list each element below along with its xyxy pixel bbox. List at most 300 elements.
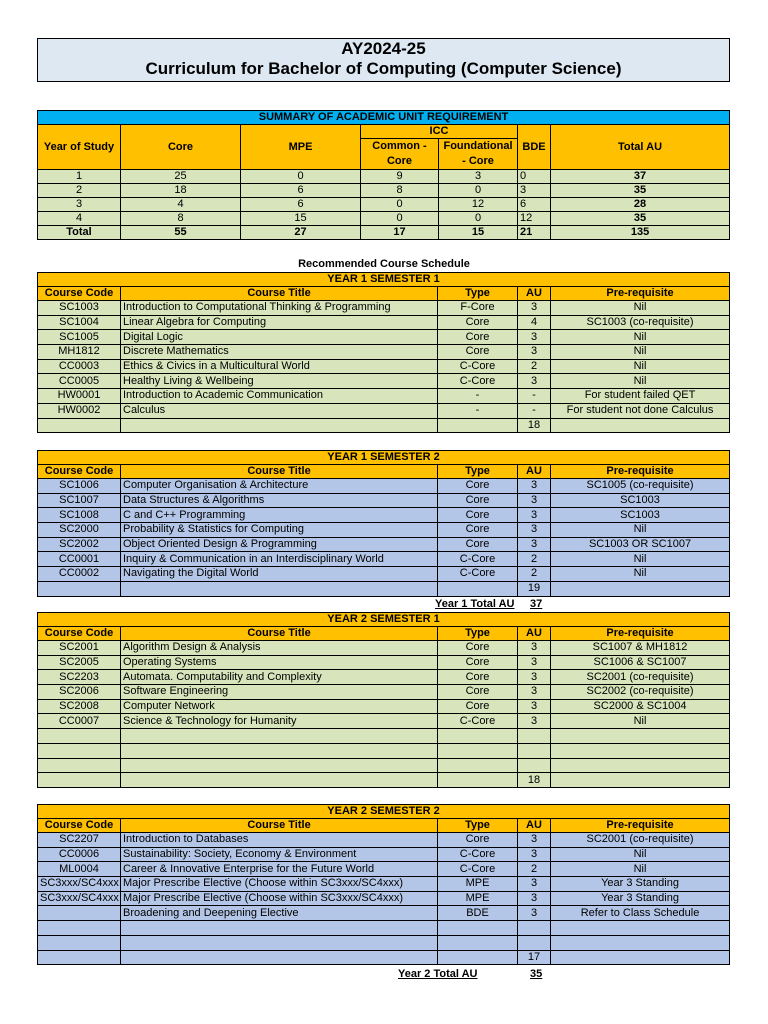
cell: Total [38,226,121,240]
course-table [37,272,730,433]
course-title [121,418,438,433]
cell: 3 [518,184,551,198]
column-header-prerequisite: Pre-requisite [551,627,730,641]
course-type [438,581,518,596]
summary-banner: SUMMARY OF ACADEMIC UNIT REQUIREMENT [38,111,730,125]
course-title: Data Structures & Algorithms [121,493,438,508]
course-row [38,714,730,729]
course-title: Computer Network [121,699,438,714]
course-row [38,523,730,538]
column-header-course-code: Course Code [38,287,121,301]
course-code: SC2005 [38,655,121,670]
course-code: CC0003 [38,359,121,374]
course-row [38,862,730,877]
year2-total-value: 35 [530,968,543,980]
course-code: SC2006 [38,685,121,700]
cell: 21 [518,226,551,240]
course-row [38,345,730,360]
course-row [38,581,730,596]
column-header-course-title: Course Title [121,465,438,479]
course-prerequisite: Nil [551,552,730,567]
course-prerequisite: Nil [551,330,730,345]
year2-total-label: Year 2 Total AU [398,968,478,980]
course-title: Operating Systems [121,655,438,670]
cell: 35 [551,212,730,226]
course-au: 3 [518,523,551,538]
course-code: SC2000 [38,523,121,538]
course-code [38,758,121,773]
semester-table-y1s2 [37,450,730,597]
course-title [121,773,438,788]
course-code: HW0001 [38,389,121,404]
course-title [121,729,438,744]
course-row [38,950,730,965]
course-code: SC2008 [38,699,121,714]
course-code: SC3xxx/SC4xxx [38,891,121,906]
course-title: Broadening and Deepening Elective [121,906,438,921]
course-au: - [518,389,551,404]
course-row [38,670,730,685]
course-au: 4 [518,315,551,330]
course-type [438,743,518,758]
course-prerequisite [551,729,730,744]
course-title: Probability & Statistics for Computing [121,523,438,538]
course-type [438,758,518,773]
cell: 3 [439,170,518,184]
course-code: SC1003 [38,301,121,316]
course-au: 3 [518,699,551,714]
course-title: Introduction to Computational Thinking & Programming [121,301,438,316]
summary-row [38,170,730,184]
course-title [121,581,438,596]
course-au: 3 [518,906,551,921]
course-au [518,729,551,744]
course-row [38,935,730,950]
course-prerequisite: SC2001 (co-requisite) [551,670,730,685]
course-row [38,906,730,921]
cell: 12 [518,212,551,226]
course-row [38,359,730,374]
course-prerequisite [551,418,730,433]
course-code: SC1005 [38,330,121,345]
course-type: F-Core [438,301,518,316]
course-prerequisite [551,758,730,773]
course-row [38,301,730,316]
course-prerequisite [551,773,730,788]
course-au: 2 [518,567,551,582]
cell: 25 [121,170,241,184]
course-table [37,612,730,788]
header-mpe: MPE [241,125,361,170]
course-au: 3 [518,330,551,345]
course-type: C-Core [438,567,518,582]
course-code: CC0002 [38,567,121,582]
course-type [438,935,518,950]
column-header-au: AU [518,819,551,833]
cell: 1 [38,170,121,184]
course-title: Algorithm Design & Analysis [121,641,438,656]
course-au: 3 [518,877,551,892]
cell: 2 [38,184,121,198]
cell: 4 [121,198,241,212]
course-title: Computer Organisation & Architecture [121,479,438,494]
header-foundational-core: Foundational - Core [439,139,518,170]
course-title [121,743,438,758]
course-title: Software Engineering [121,685,438,700]
cell: 0 [439,212,518,226]
cell: 9 [361,170,439,184]
summary-row [38,212,730,226]
course-type: - [438,389,518,404]
course-code: SC2207 [38,833,121,848]
page-title: Curriculum for Bachelor of Computing (Computer Science) [145,59,622,78]
course-prerequisite: SC1005 (co-requisite) [551,479,730,494]
course-prerequisite: SC1006 & SC1007 [551,655,730,670]
column-header-prerequisite: Pre-requisite [551,287,730,301]
course-au: 3 [518,833,551,848]
course-row [38,685,730,700]
course-code: MH1812 [38,345,121,360]
course-type: Core [438,641,518,656]
course-title: Calculus [121,403,438,418]
course-row [38,537,730,552]
course-prerequisite: SC2000 & SC1004 [551,699,730,714]
course-prerequisite: SC2001 (co-requisite) [551,833,730,848]
course-au: 3 [518,345,551,360]
course-au: 2 [518,862,551,877]
course-au: 3 [518,374,551,389]
course-title: Discrete Mathematics [121,345,438,360]
header-icc: ICC [361,125,518,139]
course-au: 2 [518,552,551,567]
cell: 4 [38,212,121,226]
course-code: ML0004 [38,862,121,877]
course-row [38,743,730,758]
course-row [38,567,730,582]
course-au: 3 [518,670,551,685]
course-code: HW0002 [38,403,121,418]
cell: 15 [241,212,361,226]
course-title: Introduction to Databases [121,833,438,848]
semester-banner: YEAR 1 SEMESTER 2 [38,451,730,465]
course-code [38,935,121,950]
course-title: Introduction to Academic Communication [121,389,438,404]
course-row [38,493,730,508]
course-code [38,743,121,758]
cell: 135 [551,226,730,240]
course-prerequisite: SC2002 (co-requisite) [551,685,730,700]
course-au: 3 [518,891,551,906]
column-header-course-title: Course Title [121,627,438,641]
header-common-core: Common - Core [361,139,439,170]
column-header-type: Type [438,465,518,479]
course-type: C-Core [438,862,518,877]
semester-banner: YEAR 1 SEMESTER 1 [38,273,730,287]
course-au: 18 [518,773,551,788]
course-code [38,773,121,788]
course-title [121,950,438,965]
cell: 8 [361,184,439,198]
course-au: - [518,403,551,418]
cell: 8 [121,212,241,226]
course-row [38,758,730,773]
course-prerequisite: Year 3 Standing [551,877,730,892]
course-title: Sustainability: Society, Economy & Environment [121,847,438,862]
column-header-course-title: Course Title [121,287,438,301]
course-au [518,921,551,936]
course-type: Core [438,685,518,700]
column-header-au: AU [518,287,551,301]
course-type: MPE [438,891,518,906]
course-code: SC1006 [38,479,121,494]
cell: 17 [361,226,439,240]
course-title [121,935,438,950]
course-code: SC2002 [38,537,121,552]
course-code: CC0006 [38,847,121,862]
course-prerequisite [551,950,730,965]
course-type: BDE [438,906,518,921]
cell: 6 [241,184,361,198]
cell: 0 [241,170,361,184]
course-row [38,330,730,345]
course-type [438,773,518,788]
course-row [38,479,730,494]
course-prerequisite: For student failed QET [551,389,730,404]
course-title: Digital Logic [121,330,438,345]
column-header-course-code: Course Code [38,627,121,641]
column-header-au: AU [518,627,551,641]
course-title: Linear Algebra for Computing [121,315,438,330]
course-row [38,699,730,714]
cell: 15 [439,226,518,240]
cell: 0 [518,170,551,184]
course-title: Healthy Living & Wellbeing [121,374,438,389]
course-code: SC1004 [38,315,121,330]
course-row [38,655,730,670]
course-type: Core [438,670,518,685]
course-prerequisite [551,921,730,936]
course-prerequisite: For student not done Calculus [551,403,730,418]
course-type: Core [438,508,518,523]
course-prerequisite: SC1007 & MH1812 [551,641,730,656]
cell: 27 [241,226,361,240]
year1-total-label: Year 1 Total AU [435,598,515,610]
header-total-au: Total AU [551,125,730,170]
course-row [38,418,730,433]
course-au: 3 [518,714,551,729]
course-code [38,581,121,596]
course-row [38,552,730,567]
course-au: 3 [518,655,551,670]
course-title: Object Oriented Design & Programming [121,537,438,552]
course-prerequisite: Nil [551,359,730,374]
course-type: C-Core [438,359,518,374]
course-prerequisite: Refer to Class Schedule [551,906,730,921]
course-prerequisite: Nil [551,345,730,360]
course-type: Core [438,345,518,360]
cell: 0 [439,184,518,198]
column-header-prerequisite: Pre-requisite [551,819,730,833]
course-au [518,743,551,758]
course-type: Core [438,537,518,552]
course-au: 3 [518,479,551,494]
course-type [438,729,518,744]
cell: 37 [551,170,730,184]
cell: 18 [121,184,241,198]
course-prerequisite: Nil [551,301,730,316]
course-type: Core [438,699,518,714]
column-header-type: Type [438,627,518,641]
course-type: Core [438,315,518,330]
course-prerequisite [551,581,730,596]
course-code [38,921,121,936]
course-title: Career & Innovative Enterprise for the Future World [121,862,438,877]
header-year-of-study: Year of Study [38,125,121,170]
course-row [38,877,730,892]
course-row [38,833,730,848]
course-prerequisite: SC1003 OR SC1007 [551,537,730,552]
course-code: SC2001 [38,641,121,656]
cell: 6 [241,198,361,212]
header-bde: BDE [518,125,551,170]
course-prerequisite: Nil [551,374,730,389]
course-type: Core [438,523,518,538]
course-title: Major Prescribe Elective (Choose within SC3xxx/SC4xxx) [121,891,438,906]
course-type: Core [438,330,518,345]
document-title-box [37,38,730,82]
course-title [121,921,438,936]
course-title: Navigating the Digital World [121,567,438,582]
course-row [38,847,730,862]
course-row [38,773,730,788]
course-row [38,389,730,404]
course-prerequisite: SC1003 [551,493,730,508]
course-title: Science & Technology for Humanity [121,714,438,729]
column-header-course-code: Course Code [38,465,121,479]
course-type [438,950,518,965]
course-row [38,729,730,744]
course-au [518,935,551,950]
course-code [38,729,121,744]
course-type: - [438,403,518,418]
summary-row [38,184,730,198]
course-prerequisite: Year 3 Standing [551,891,730,906]
course-prerequisite: Nil [551,567,730,582]
course-type: Core [438,493,518,508]
course-code [38,418,121,433]
course-code: SC1008 [38,508,121,523]
summary-table [37,110,730,240]
course-prerequisite: SC1003 (co-requisite) [551,315,730,330]
course-type [438,418,518,433]
cell: 12 [439,198,518,212]
course-row [38,891,730,906]
course-au: 17 [518,950,551,965]
course-table [37,804,730,965]
course-au: 19 [518,581,551,596]
course-type: MPE [438,877,518,892]
header-core: Core [121,125,241,170]
course-row [38,508,730,523]
course-type: C-Core [438,374,518,389]
course-prerequisite: Nil [551,714,730,729]
course-code [38,950,121,965]
cell: 0 [361,198,439,212]
course-title [121,758,438,773]
course-title: Major Prescribe Elective (Choose within SC3xxx/SC4xxx) [121,877,438,892]
course-prerequisite: SC1003 [551,508,730,523]
course-au: 2 [518,359,551,374]
course-code: CC0007 [38,714,121,729]
course-row [38,641,730,656]
column-header-type: Type [438,287,518,301]
cell: 28 [551,198,730,212]
course-prerequisite: Nil [551,523,730,538]
course-code: CC0005 [38,374,121,389]
course-table [37,450,730,597]
cell: 35 [551,184,730,198]
course-type: C-Core [438,847,518,862]
year1-total-value: 37 [530,598,543,610]
course-type: C-Core [438,714,518,729]
course-title: Automata. Computability and Complexity [121,670,438,685]
semester-table-y2s2 [37,804,730,965]
semester-table-y2s1 [37,612,730,788]
cell: 0 [361,212,439,226]
course-prerequisite [551,743,730,758]
course-row [38,403,730,418]
academic-year: AY2024-25 [341,39,426,58]
course-au: 18 [518,418,551,433]
course-type: Core [438,655,518,670]
course-prerequisite: Nil [551,862,730,877]
course-au: 3 [518,685,551,700]
course-type: Core [438,479,518,494]
course-row [38,315,730,330]
course-au: 3 [518,301,551,316]
course-au: 3 [518,493,551,508]
cell: 3 [38,198,121,212]
course-type: C-Core [438,552,518,567]
semester-table-y1s1 [37,272,730,433]
column-header-course-code: Course Code [38,819,121,833]
course-row [38,374,730,389]
course-title: C and C++ Programming [121,508,438,523]
course-au: 3 [518,508,551,523]
course-au: 3 [518,537,551,552]
cell: 55 [121,226,241,240]
course-code: CC0001 [38,552,121,567]
course-code: SC1007 [38,493,121,508]
course-type [438,921,518,936]
course-au [518,758,551,773]
summary-row [38,198,730,212]
course-au: 3 [518,641,551,656]
column-header-prerequisite: Pre-requisite [551,465,730,479]
course-code: SC3xxx/SC4xxx [38,877,121,892]
column-header-type: Type [438,819,518,833]
schedule-label: Recommended Course Schedule [298,258,470,270]
cell: 6 [518,198,551,212]
course-row [38,921,730,936]
course-au: 3 [518,847,551,862]
course-prerequisite [551,935,730,950]
column-header-au: AU [518,465,551,479]
semester-banner: YEAR 2 SEMESTER 1 [38,613,730,627]
course-type: Core [438,833,518,848]
column-header-course-title: Course Title [121,819,438,833]
course-title: Inquiry & Communication in an Interdisciplinary World [121,552,438,567]
